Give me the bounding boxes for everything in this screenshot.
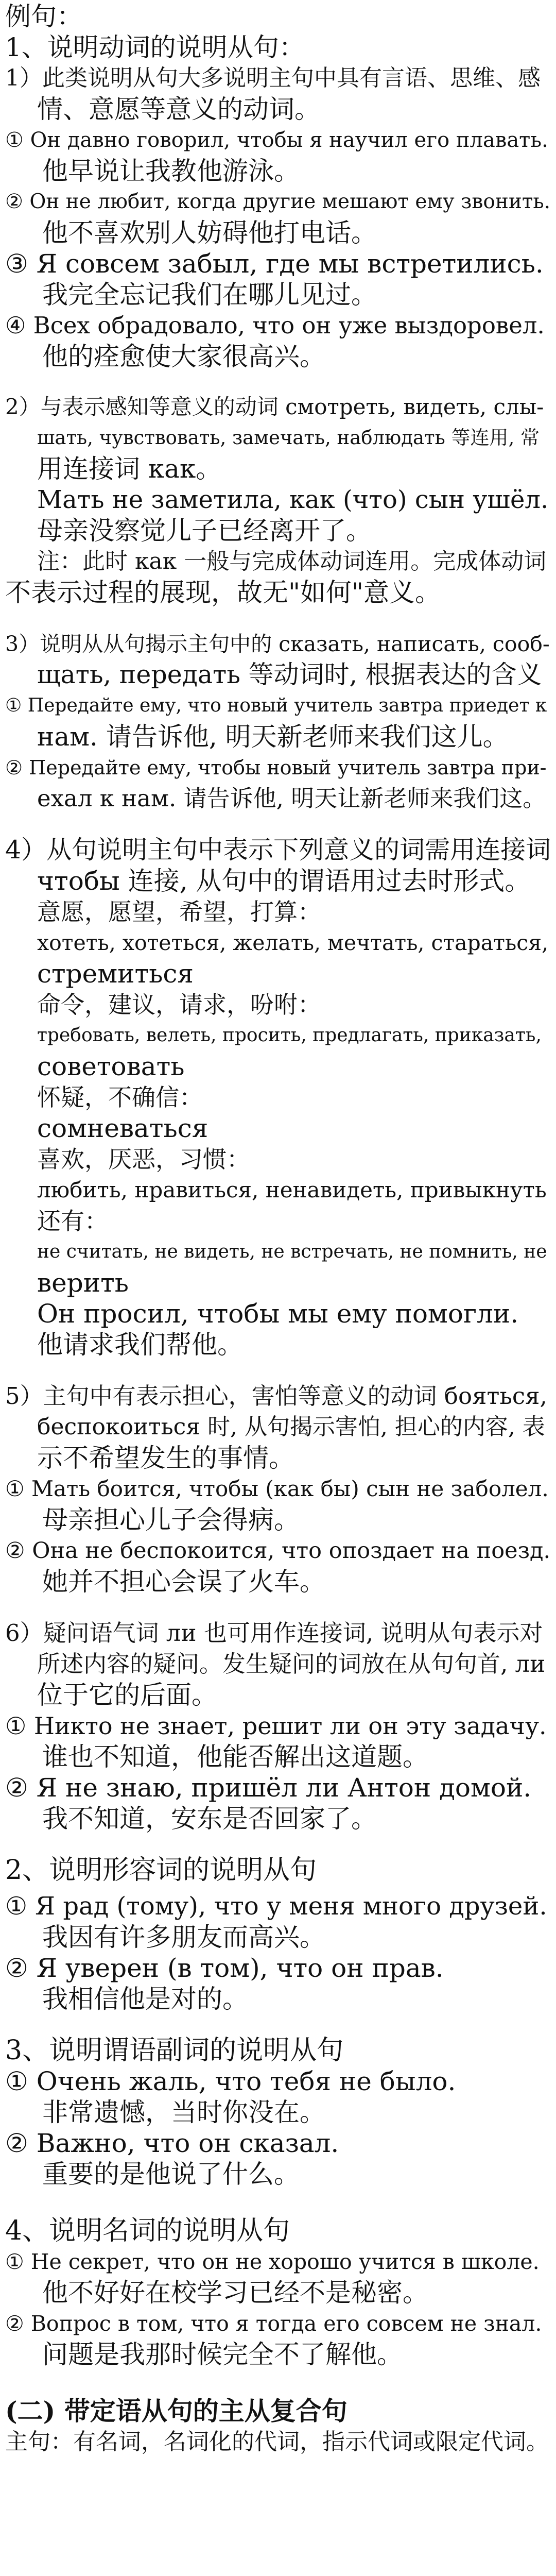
text-line: чтобы 连接, 从句中的谓语用过去时形式。 [37,866,531,896]
text-line: 我相信他是对的。 [42,1984,248,2014]
text-line: 6）疑问语气词 ли 也可用作连接词, 说明从句表示对 [5,1619,543,1647]
text-line: верить [37,1268,129,1298]
text-line: 我不知道，安东是否回家了。 [42,1804,377,1834]
text-line: требовать, велеть, просить, предлагать, приказать, [37,1025,542,1046]
text-line: ② Он не любит, когда другие мешают ему звонить. [5,190,551,213]
text-line: 不表示过程的展现，故无"如何"意义。 [5,578,441,607]
text-line: 1、说明动词的说明从句： [5,32,305,62]
text-line: любить, нравиться, ненавидеть, привыкнуть [37,1177,547,1202]
text-line: 他不好好在校学习已经不是秘密。 [42,2278,428,2308]
text-line: ① Передайте ему, что новый учитель завтра приедет к [5,695,547,716]
text-line: ① Не секрет, что он не хорошо учится в школе. [5,2249,540,2274]
text-line: 还有： [37,1207,108,1235]
text-line: (二) 带定语从句的主从复合句 [5,2396,348,2426]
text-line: 问题是我那时候完全不了解他。 [42,2340,403,2369]
text-line: 2、说明形容词的说明从句 [5,1855,317,1886]
text-line: 意愿，愿望，希望，打算： [37,898,321,926]
text-line: стремиться [37,959,194,989]
text-line: 喜欢，厌恶，习惯： [37,1145,250,1173]
text-line: 母亲担心儿子会得病。 [42,1505,300,1535]
text-line: 4）从句说明主句中表示下列意义的词需用连接词 [5,835,551,865]
text-line: 重要的是他说了什么。 [42,2159,300,2189]
text-line: ② Она не беспокоится, что опоздает на поезд. [5,1538,551,1564]
text-line: ① Очень жаль, что тебя не было. [5,2066,456,2096]
text-line: 他早说让我教他游泳。 [42,156,300,186]
text-line: беспокоиться 时, 从句揭示害怕, 担心的内容, 表 [37,1414,545,1440]
text-line: 怀疑，不确信： [37,1083,203,1111]
text-line: 2）与表示感知等意义的动词 смотреть, видеть, слы- [5,394,544,419]
text-line: Мать не заметила, как (что) сын ушёл. [37,485,549,514]
text-line: советовать [37,1052,185,1081]
text-line: 命令，建议，请求，吩咐： [37,991,321,1019]
text-line: 情、意愿等意义的动词。 [37,94,320,124]
text-line: нам. 请告诉他, 明天新老师来我们这儿。 [37,722,509,752]
text-line: 我因有许多朋友而高兴。 [42,1922,325,1952]
text-line: 3）说明从从句揭示主句中的 сказать, написать, сооб- [5,632,550,656]
text-line: 主句：有名词，名词化的代词，指示代词或限定代词。 [5,2429,549,2455]
text-line: 位于它的后面。 [37,1680,217,1710]
text-line: хотеть, хотеться, желать, мечтать, стараться, [37,930,549,955]
text-line: 他请求我们帮他。 [37,1330,243,1360]
text-line: ① Я рад (тому), что у меня много друзей. [5,1892,547,1921]
text-line: ② Вопрос в том, что я тогда его совсем не знал. [5,2311,542,2336]
text-line: щать, передать 等动词时, 根据表达的含义 [37,660,542,689]
text-line: ② Я не знаю, пришёл ли Антон домой. [5,1773,532,1803]
text-line: ② Важно, что он сказал. [5,2128,339,2158]
text-line: ① Никто не знает, решит ли он эту задачу. [5,1712,547,1740]
text-line: 我完全忘记我们在哪儿见过。 [42,280,377,310]
text-line: 5）主句中有表示担心，害怕等意义的动词 бояться, [5,1382,547,1410]
text-line: ① Мать боится, чтобы (как бы) сын не заболел. [5,1476,549,1501]
text-line: 示不希望发生的事情。 [37,1443,294,1473]
text-line: 1）此类说明从句大多说明主句中具有言语、思维、感 [5,65,541,91]
text-line: шать, чувствовать, замечать, наблюдать 等连用, 常 [37,427,540,449]
text-line: ① Он давно говорил, чтобы я научил его плавать. [5,128,548,152]
text-line: 非常遗憾，当时你没在。 [42,2097,325,2127]
text-line: 3、说明谓语副词的说明从句 [5,2035,344,2066]
text-line: Он просил, чтобы мы ему помогли. [37,1299,519,1329]
text-line: 他的痊愈使大家很高兴。 [42,342,325,371]
text-line: 所述内容的疑问。发生疑问的词放在从句句首, ли [37,1650,546,1677]
text-line: ② Я уверен (в том), что он прав. [5,1953,444,1983]
text-line: 用连接词 как。 [37,454,222,484]
text-line: 4、说明名词的说明从句 [5,2215,290,2246]
text-line: 例句： [5,2,82,31]
text-line: 她并不担心会误了火车。 [42,1567,325,1597]
text-line: ехал к нам. 请告诉他, 明天让新老师来我们这。 [37,785,546,812]
text-line: 注：此时 как 一般与完成体动词连用。完成体动词 [37,548,547,574]
text-line: ② Передайте ему, чтобы новый учитель завтра при- [5,756,547,779]
text-line: ④ Всех обрадовало, что он уже выздоровел. [5,312,545,339]
text-line: 谁也不知道，他能否解出这道题。 [42,1742,428,1772]
text-line: сомневаться [37,1113,208,1143]
text-line: 他不喜欢别人妨碍他打电话。 [42,218,377,248]
text-line: ③ Я совсем забыл, где мы встретились. [5,249,544,279]
text-line: не считать, не видеть, не встречать, не помнить, не [37,1241,547,1262]
text-line: 母亲没察觉儿子已经离开了。 [37,516,372,546]
